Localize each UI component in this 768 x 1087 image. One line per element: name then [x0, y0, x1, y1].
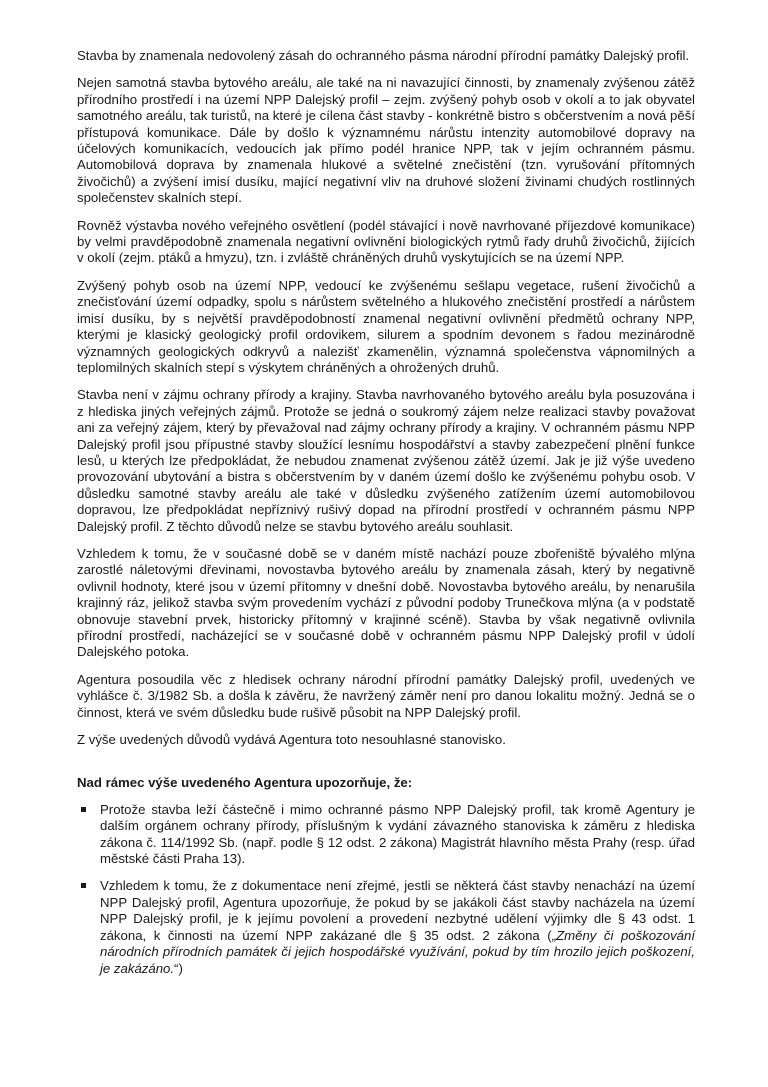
paragraph-3: Rovněž výstavba nového veřejného osvětlení (podél stávající i nově navrhované příjezdové komunikace) by velmi pravděpodobně znamenala negativní ovlivnění biologických rytmů řady druhů živočichů, žijících v okolí (zejm. ptáků a hmyzu), tzn. i zvláště chráněných druhů vyskytujících se na území NPP. — [77, 217, 695, 266]
paragraph-8: Z výše uvedených důvodů vydává Agentura toto nesouhlasné stanovisko. — [77, 732, 506, 748]
note-quote: Změny či poškozování národních přírodních památek či jejich hospodářské využívání, pokud by tím hrozilo jejich poškození, je zakázáno. — [100, 927, 696, 976]
notes-list — [77, 802, 695, 977]
note-text: Protože stavba leží částečně i mimo ochranné pásmo NPP Dalejský profil, tak kromě Agentury je dalším orgánem ochrany přírody, příslušným k vydání závazného stanoviska k záměru z hlediska zákona č. 114/1992 Sb. (např. podle § 12 odst. 2 zákona) Magistrát hlavního města Prahy (resp. úřad městské části Praha 13). — [100, 801, 695, 867]
paragraph-4: Zvýšený pohyb osob na území NPP, vedoucí ke zvýšenému sešlapu vegetace, rušení živočichů a znečisťování území odpadky, spolu s nárůstem světelného a hlukového znečistění prostředí a nárůstem imisí dusíku, by s největší pravděpodobností znamenal negativní ovlivnění předmětů ochrany NPP, kterými je klasický geologický profil ordovikem, silurem a spodním devonem s řadou mezinárodně významných geologických odkryvů a nalezišť zkamenělin, významná společenstva vápnomilných a teplomilných skalních stepí s výskytem chráněných a ohrožených druhů. — [77, 277, 695, 375]
paragraph-7: Agentura posoudila věc z hledisek ochrany národní přírodní památky Dalejský profil, uvedených ve vyhlášce č. 3/1982 Sb. a došla k závěru, že navržený záměr není pro danou lokalitu možný. Jedná se o činnost, která ve svém důsledku bude rušivě působit na NPP Dalejský profil. — [77, 671, 695, 720]
note-text: Vzhledem k tomu, že z dokumentace není zřejmé, jestli se některá část stavby nenachází na území NPP Dalejský profil, Agentura upozorňuje, že pokud by se jakákoli část stavby nacházela na území NPP Dalejský profil, je k jejímu povolení a provedení nezbytné udělení výjimky dle § 43 odst. 1 zákona, k činnosti na území NPP zakázané dle § 35 odst. 2 zákona („ — [100, 878, 695, 943]
paragraph-5: Stavba není v zájmu ochrany přírody a krajiny. Stavba navrhovaného bytového areálu byla posuzována i z hlediska jiných veřejných zájmů. Protože se jedná o soukromý zájem nelze realizaci stavby považovat ani za veřejný zájem, který by převažoval nad zájmy ochrany přírody a krajiny. V ochranném pásmu NPP Dalejský profil jsou přípustné stavby sloužící lesnímu hospodářství a stavby zabezpečení plnění funkce lesů, u kterých lze předpokládat, že nebudou znamenat zvýšenou zátěž území. Jak je již výše uvedeno provozování ubytování a bistra s občerstvením by v daném území došlo ke zvýšenému pohybu osob. V důsledku samotné stavby areálu ale také v důsledku zvýšeného zatížením území automobilovou dopravou, lze předpokládat nepříznivý rušivý dopad na přírodní prostředí v ochranném pásmu NPP Dalejský profil. Z těchto důvodů nelze se stavbu bytového areálu souhlasit. — [77, 387, 695, 534]
notes-heading: Nad rámec výše uvedeného Agentura upozorňuje, že: — [77, 775, 413, 791]
paragraph-2: Nejen samotná stavba bytového areálu, ale také na ni navazující činnosti, by znamenaly zvýšenou zátěž přírodního prostředí i na území NPP Dalejský profil – zejm. zvýšený pohyb osob v okolí a to jak obyvatel samotného areálu, tak turistů, na které je cílena část stavby - konkrétně bistro s občerstvením a nová pěší přístupová komunikace. Dále by došlo k významnému nárůstu intenzity automobilové dopravy na účelových komunikacích, vedoucích jak přímo podél hranice NPP, tak v jejím ochranném pásmu. Automobilová doprava by znamenala hlukové a světelné znečistění (tzn. vyrušování přítomných živočichů) a zvýšení imisí dusíku, mající negativní vliv na druhové složení živinami chudých rostlinných společenstev skalních stepí. — [77, 75, 695, 206]
bullet-icon — [81, 807, 86, 812]
note-item — [77, 878, 695, 976]
paragraph-6: Vzhledem k tomu, že v současné době se v daném místě nachází pouze zbořeniště bývalého mlýna zarostlé náletovými dřevinami, novostavba bytového areálu by znamenala zásah, který by negativně ovlivnil hodnoty, které jsou v území přítomny v dnešní době. Novostavba bytového areálu, by nenarušila krajinný ráz, jelikož stavba svým provedením vychází z původní podoby Trunečkova mlýna (a v podstatě obnovuje stavební prvek, historicky přítomný v krajinné scéně). Stavba by však negativně ovlivnila přírodní prostředí, nacházející se v současné době v ochranném pásmu NPP Dalejský profil v údolí Dalejského potoka. — [77, 545, 695, 660]
document-page — [77, 48, 695, 988]
note-tail: “) — [174, 960, 183, 976]
bullet-icon — [81, 883, 86, 888]
note-item — [77, 802, 695, 868]
paragraph-1: Stavba by znamenala nedovolený zásah do ochranného pásma národní přírodní památky Dalejský profil. — [77, 48, 690, 63]
